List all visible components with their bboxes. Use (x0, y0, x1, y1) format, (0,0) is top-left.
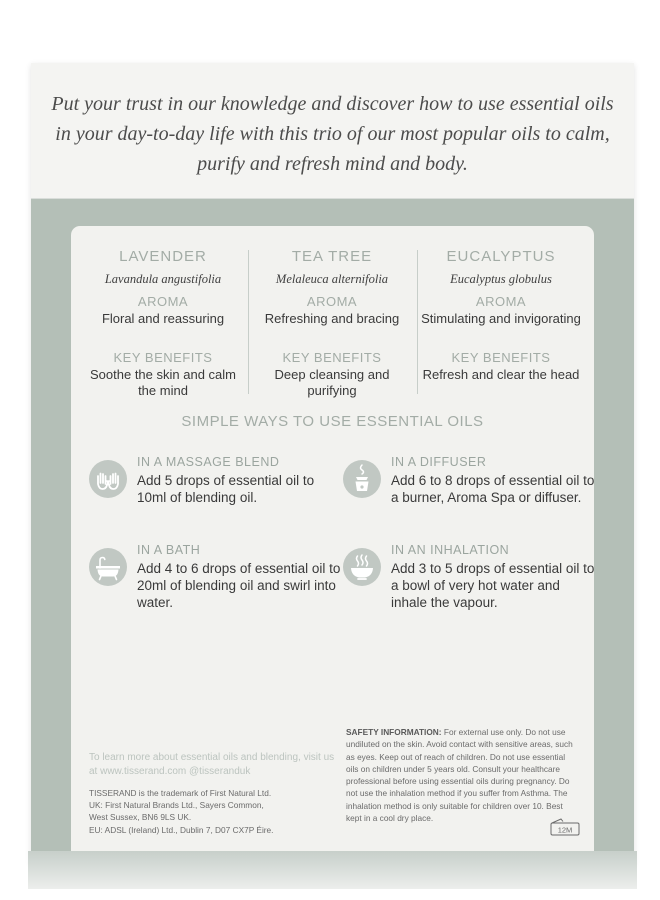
aroma-value: Stimulating and invigorating (421, 311, 581, 326)
benefits-label: KEY BENEFITS (113, 350, 213, 365)
ways-heading: SIMPLE WAYS TO USE ESSENTIAL OILS (181, 413, 484, 430)
legal-line: West Sussex, BN6 9LS UK. (89, 812, 192, 823)
info-card (71, 226, 594, 887)
column-divider (248, 250, 249, 394)
benefits-value: Soothe the skin and calm the mind (90, 367, 236, 398)
oil-name: LAVENDER (119, 248, 207, 265)
oil-latin-name: Lavandula angustifolia (104, 272, 222, 286)
usage-title: IN A BATH (137, 543, 201, 557)
usage-instructions: Add 3 to 5 drops of essential oil to a bowl of very hot water and inhale the vapour. (391, 561, 595, 610)
aroma-label: AROMA (475, 294, 527, 309)
box-bottom-edge (28, 851, 637, 889)
oil-columns (71, 246, 594, 406)
usage-instructions: Add 6 to 8 drops of essential oil to a burner, Aroma Spa or diffuser. (391, 473, 595, 505)
pao-label: 12M (557, 825, 573, 835)
bathtub-icon (89, 548, 127, 586)
legal-line: TISSERAND is the trademark of First Natural Ltd. (89, 788, 272, 798)
safety-heading: SAFETY INFORMATION: (346, 727, 442, 737)
steaming-bowl-icon (343, 548, 381, 586)
intro-panel (31, 63, 634, 199)
benefits-label: KEY BENEFITS (451, 350, 551, 365)
benefits-label: KEY BENEFITS (282, 350, 382, 365)
oil-column-lavender (83, 246, 243, 403)
usage-diffuser (343, 454, 593, 534)
usage-bath (89, 542, 339, 622)
oil-latin-name: Eucalyptus globulus (450, 272, 552, 286)
oil-name: EUCALYPTUS (446, 248, 556, 265)
usage-instructions: Add 4 to 6 drops of essential oil to 20ml of blending oil and swirl into water. (137, 561, 341, 610)
usage-instructions: Add 5 drops of essential oil to 10ml of blending oil. (137, 473, 315, 505)
learn-more-text: To learn more about essential oils and blending, visit us at www.tisserand.com @tisseranduk (89, 752, 335, 777)
diffuser-icon (343, 460, 381, 498)
usage-inhalation (343, 542, 593, 622)
period-after-opening-icon (549, 815, 581, 837)
oil-column-eucalyptus (421, 246, 581, 403)
usage-massage (89, 454, 339, 534)
product-box (31, 63, 634, 863)
benefits-value: Deep cleansing and purifying (274, 367, 390, 398)
legal-line: EU: ADSL (Ireland) Ltd., Dublin 7, D07 CX7P Éire. (89, 824, 274, 835)
safety-information (346, 726, 578, 824)
legal-text (89, 787, 339, 836)
oil-name: TEA TREE (291, 248, 373, 265)
aroma-label: AROMA (137, 294, 189, 309)
hands-icon (89, 460, 127, 498)
aroma-label: AROMA (306, 294, 358, 309)
aroma-value: Floral and reassuring (101, 311, 225, 326)
usage-title: IN AN INHALATION (391, 543, 510, 557)
benefits-value: Refresh and clear the head (422, 367, 580, 382)
intro-text: Put your trust in our knowledge and discover how to use essential oils in your day-to-day life with this trio of our most popular oils to calm, purify and refresh mind and body. (51, 93, 614, 175)
usage-title: IN A MASSAGE BLEND (137, 455, 280, 469)
oil-latin-name: Melaleuca alternifolia (275, 272, 389, 286)
legal-line: UK: First Natural Brands Ltd., Sayers Common, (89, 800, 264, 811)
safety-text: For external use only. Do not use undiluted on the skin. Avoid contact with sensitive areas, such as eyes. Keep out of reach of children. Do not use essential oils on children under 5 years old. Consult your healthcare professional before using essential oils during pregnancy. Do not use the inhalation method if you suffer from Asthma. The inhalation method is only suitable for children over 10. Best kept in a cool dry place. (346, 727, 573, 824)
usage-title: IN A DIFFUSER (391, 455, 487, 469)
oil-column-tea-tree (252, 246, 412, 403)
column-divider (417, 250, 418, 394)
aroma-value: Refreshing and bracing (264, 311, 400, 326)
